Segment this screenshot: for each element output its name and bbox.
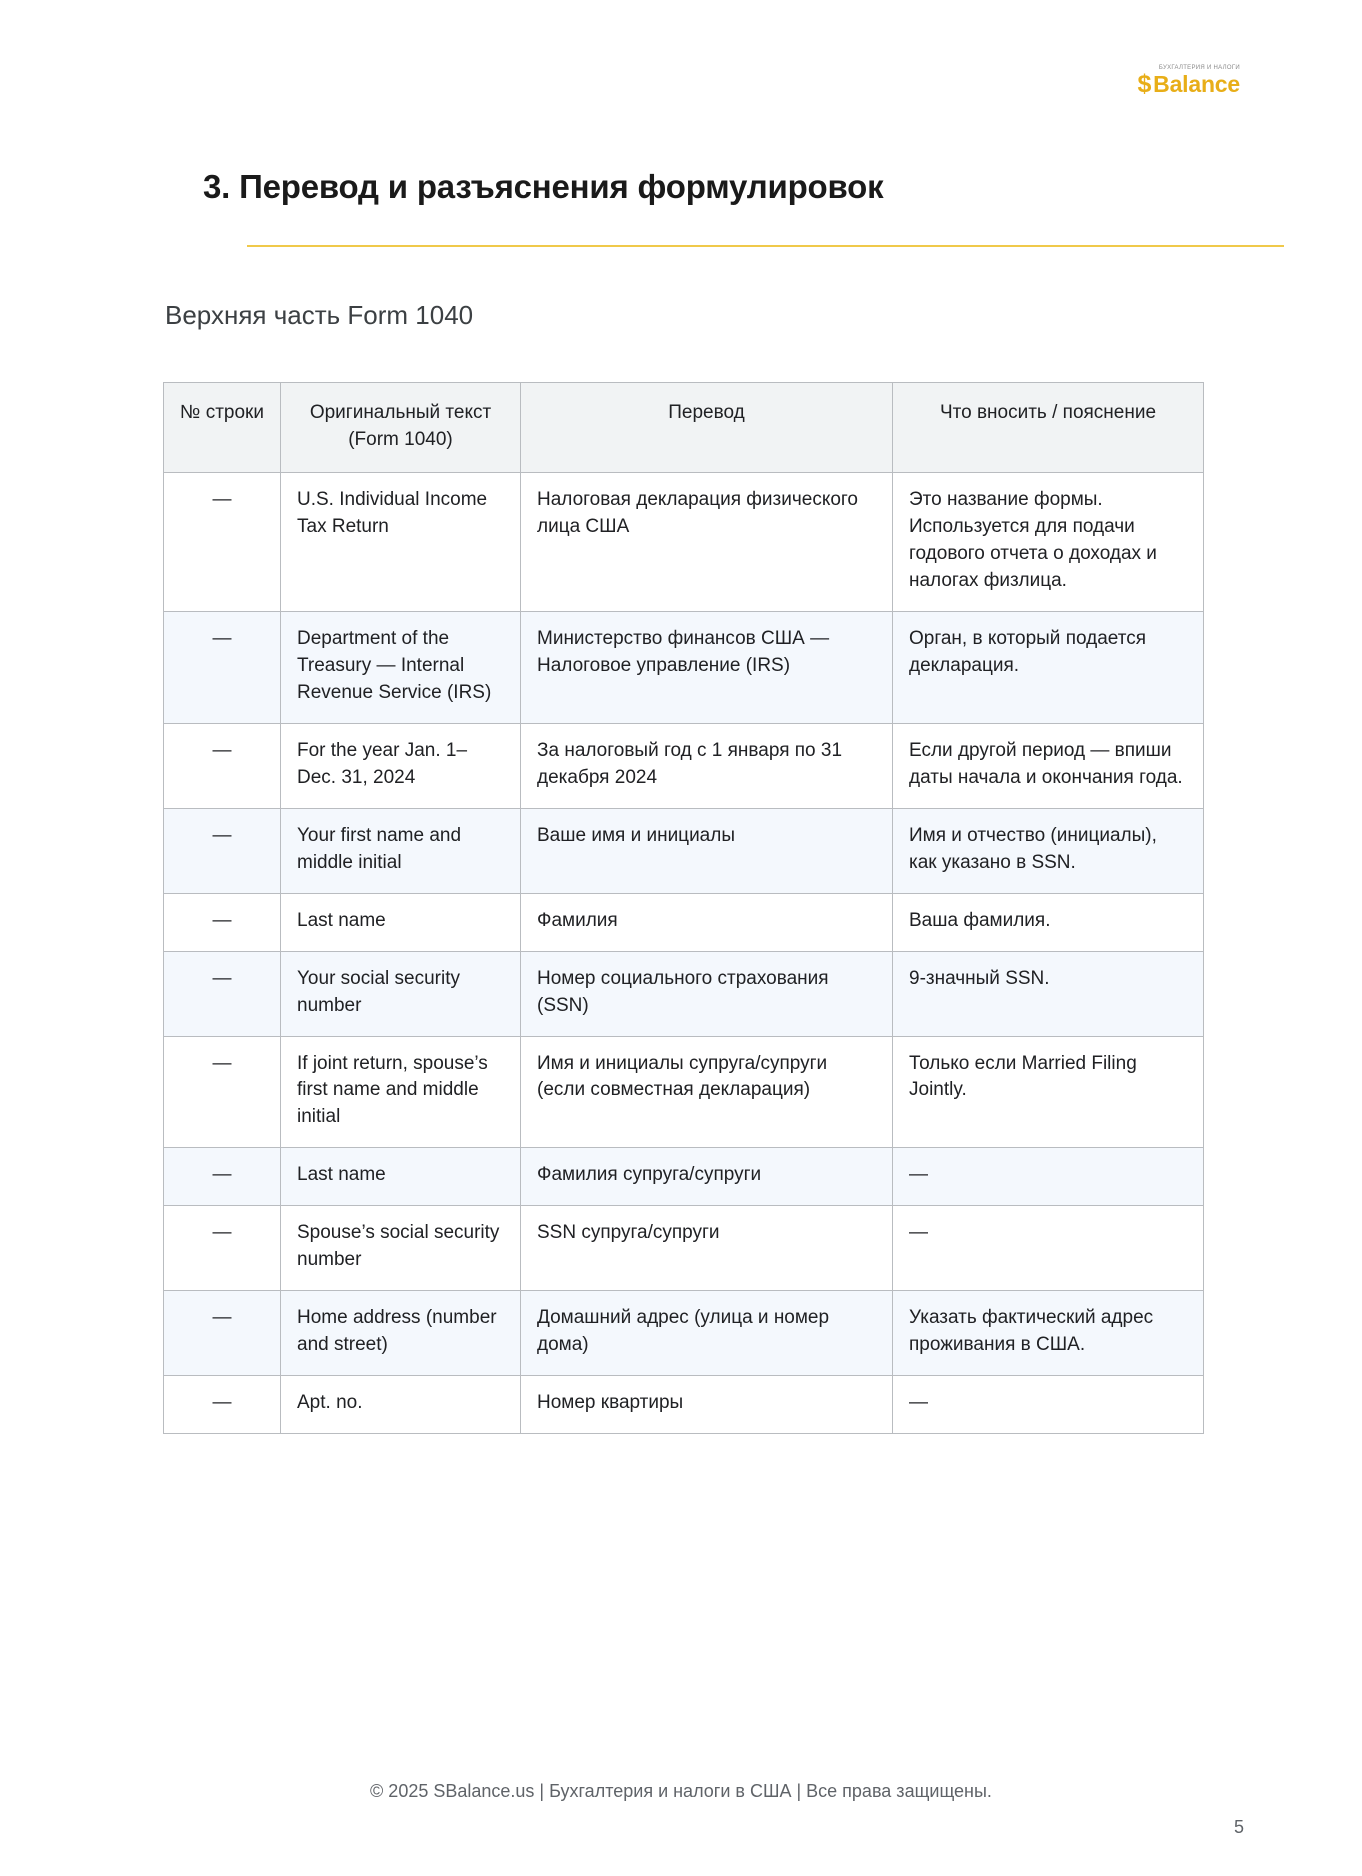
table-row	[164, 1206, 1204, 1291]
cell-original: Spouse’s social security number	[281, 1206, 521, 1291]
brand-tagline: БУХГАЛТЕРИЯ И НАЛОГИ	[1158, 65, 1240, 71]
translation-table	[163, 382, 1204, 1434]
cell-line-number: —	[164, 472, 281, 611]
cell-translation: SSN супруга/супруги	[521, 1206, 893, 1291]
brand-logo	[1137, 65, 1240, 98]
cell-note: —	[893, 1206, 1204, 1291]
cell-line-number: —	[164, 1036, 281, 1148]
cell-line-number: —	[164, 1206, 281, 1291]
cell-original: Apt. no.	[281, 1376, 521, 1434]
cell-line-number: —	[164, 723, 281, 808]
cell-original: If joint return, spouse’s first name and middle initial	[281, 1036, 521, 1148]
cell-translation: Фамилия	[521, 893, 893, 951]
table-row	[164, 723, 1204, 808]
cell-line-number: —	[164, 951, 281, 1036]
cell-line-number: —	[164, 893, 281, 951]
page-number: 5	[1233, 1817, 1244, 1837]
cell-translation: Фамилия супруга/супруги	[521, 1148, 893, 1206]
cell-line-number: —	[164, 1376, 281, 1434]
brand-name: Balance	[1153, 71, 1240, 97]
translation-table-wrapper	[163, 382, 1203, 1434]
cell-original: Last name	[281, 893, 521, 951]
cell-note: Только если Married Filing Jointly.	[893, 1036, 1204, 1148]
cell-note: —	[893, 1148, 1204, 1206]
cell-note: 9-значный SSN.	[893, 951, 1204, 1036]
cell-note: Это название формы. Используется для подачи годового отчета о доходах и налогах физлица.	[893, 472, 1204, 611]
footer-copyright: © 2025 SBalance.us | Бухгалтерия и налоги в США | Все права защищены.	[370, 1781, 992, 1801]
table-header-row	[164, 383, 1204, 473]
title-divider	[247, 245, 1284, 247]
cell-original: For the year Jan. 1–Dec. 31, 2024	[281, 723, 521, 808]
cell-original: Department of the Treasury — Internal Revenue Service (IRS)	[281, 611, 521, 723]
cell-translation: Номер квартиры	[521, 1376, 893, 1434]
cell-translation: Номер социального страхования (SSN)	[521, 951, 893, 1036]
cell-original: Last name	[281, 1148, 521, 1206]
cell-translation: Имя и инициалы супруга/супруги (если совместная декларация)	[521, 1036, 893, 1148]
cell-original: Your first name and middle initial	[281, 808, 521, 893]
cell-note: Орган, в который подается декларация.	[893, 611, 1204, 723]
cell-translation: Домашний адрес (улица и номер дома)	[521, 1291, 893, 1376]
dollar-icon: $	[1137, 70, 1152, 98]
cell-note: —	[893, 1376, 1204, 1434]
cell-translation: Ваше имя и инициалы	[521, 808, 893, 893]
table-row	[164, 611, 1204, 723]
column-header-note: Что вносить / пояснение	[893, 383, 1204, 473]
page-title: 3. Перевод и разъяснения формулировок	[203, 168, 884, 205]
cell-note: Имя и отчество (инициалы), как указано в SSN.	[893, 808, 1204, 893]
cell-line-number: —	[164, 611, 281, 723]
cell-translation: Министерство финансов США — Налоговое управление (IRS)	[521, 611, 893, 723]
table-row	[164, 1376, 1204, 1434]
section-subtitle: Верхняя часть Form 1040	[165, 300, 474, 330]
table-row	[164, 1291, 1204, 1376]
table-row	[164, 472, 1204, 611]
cell-original: Your social security number	[281, 951, 521, 1036]
cell-note: Ваша фамилия.	[893, 893, 1204, 951]
cell-translation: Налоговая декларация физического лица США	[521, 472, 893, 611]
column-header-original: Оригинальный текст (Form 1040)	[281, 383, 521, 473]
cell-original: U.S. Individual Income Tax Return	[281, 472, 521, 611]
table-row	[164, 1036, 1204, 1148]
table-row	[164, 893, 1204, 951]
cell-line-number: —	[164, 1291, 281, 1376]
column-header-line-number: № строки	[164, 383, 281, 473]
cell-note: Если другой период — впиши даты начала и окончания года.	[893, 723, 1204, 808]
cell-original: Home address (number and street)	[281, 1291, 521, 1376]
cell-line-number: —	[164, 1148, 281, 1206]
table-row	[164, 951, 1204, 1036]
table-row	[164, 808, 1204, 893]
cell-line-number: —	[164, 808, 281, 893]
cell-translation: За налоговый год с 1 января по 31 декабря 2024	[521, 723, 893, 808]
column-header-translation: Перевод	[521, 383, 893, 473]
table-row	[164, 1148, 1204, 1206]
cell-note: Указать фактический адрес проживания в США.	[893, 1291, 1204, 1376]
